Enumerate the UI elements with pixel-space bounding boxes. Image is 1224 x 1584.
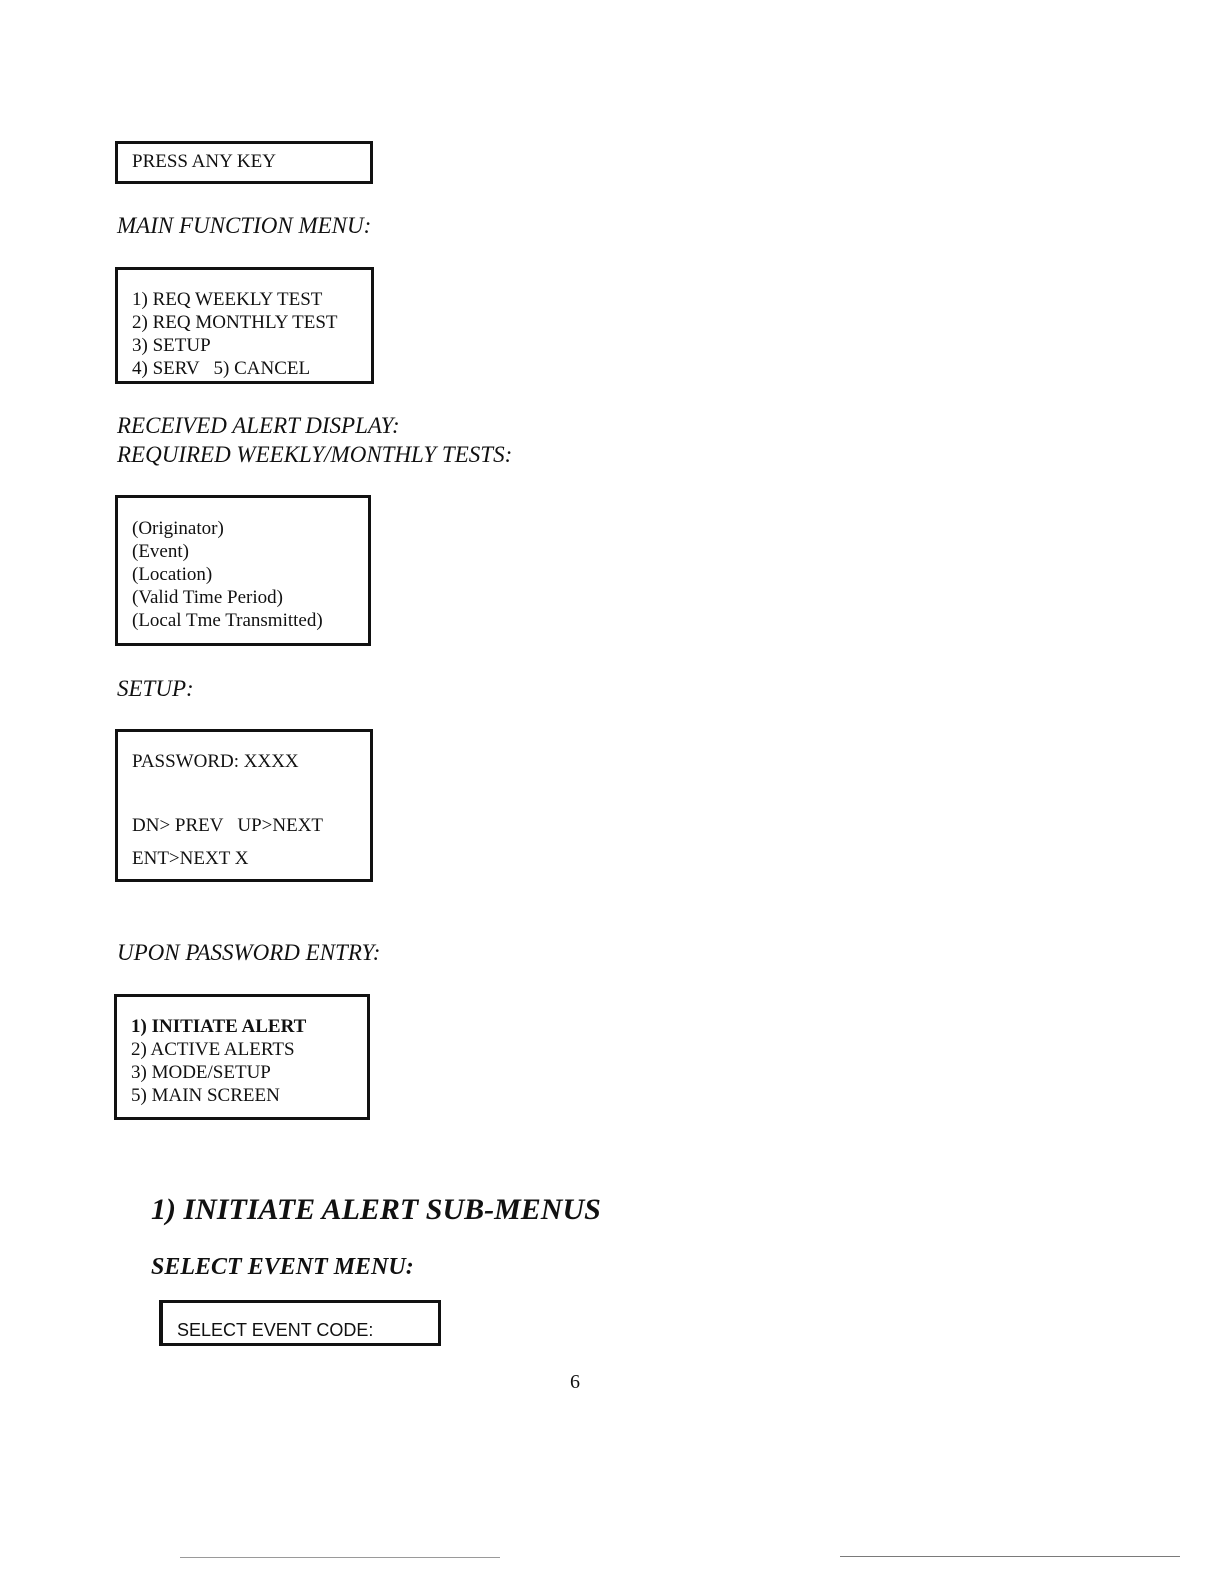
menu-line: 1) REQ WEEKLY TEST — [132, 289, 323, 310]
page-number: 6 — [570, 1371, 580, 1393]
received-alert-display-heading: RECEIVED ALERT DISPLAY: — [117, 413, 400, 438]
menu-line: 2) ACTIVE ALERTS — [131, 1039, 295, 1060]
password-entry-menu-display — [114, 994, 370, 1120]
menu-line: 2) REQ MONTHLY TEST — [132, 312, 338, 333]
scan-artifact — [180, 1557, 500, 1558]
required-tests-heading: REQUIRED WEEKLY/MONTHLY TESTS: — [117, 442, 513, 467]
select-event-code-text: SELECT EVENT CODE: — [177, 1320, 374, 1340]
alert-field-line: (Valid Time Period) — [132, 587, 283, 608]
menu-line: 4) SERV 5) CANCEL — [132, 358, 311, 379]
setup-display — [115, 729, 373, 882]
press-any-key-display — [115, 141, 373, 184]
initiate-alert-submenus-title: 1) INITIATE ALERT SUB-MENUS — [151, 1193, 601, 1226]
menu-line: 5) MAIN SCREEN — [131, 1085, 280, 1106]
alert-field-line: (Originator) — [132, 518, 224, 539]
select-event-code-display — [159, 1300, 441, 1346]
password-entry-heading: UPON PASSWORD ENTRY: — [117, 940, 381, 965]
password-line: PASSWORD: XXXX — [132, 751, 299, 772]
alert-field-line: (Local Tme Transmitted) — [132, 610, 323, 631]
menu-line-initiate-alert: 1) INITIATE ALERT — [131, 1016, 307, 1037]
scan-artifact — [840, 1556, 1180, 1557]
alert-field-line: (Event) — [132, 541, 189, 562]
setup-heading: SETUP: — [117, 676, 194, 701]
received-alert-display — [115, 495, 371, 646]
navigation-line: DN> PREV UP>NEXT — [132, 815, 324, 836]
press-any-key-text: PRESS ANY KEY — [132, 151, 276, 172]
alert-field-line: (Location) — [132, 564, 213, 585]
enter-line: ENT>NEXT X — [132, 848, 249, 869]
select-event-menu-heading: SELECT EVENT MENU: — [151, 1254, 414, 1280]
main-function-menu-display — [115, 267, 374, 384]
menu-line: 3) MODE/SETUP — [131, 1062, 271, 1083]
menu-line: 3) SETUP — [132, 335, 211, 356]
main-function-menu-heading: MAIN FUNCTION MENU: — [117, 213, 372, 238]
